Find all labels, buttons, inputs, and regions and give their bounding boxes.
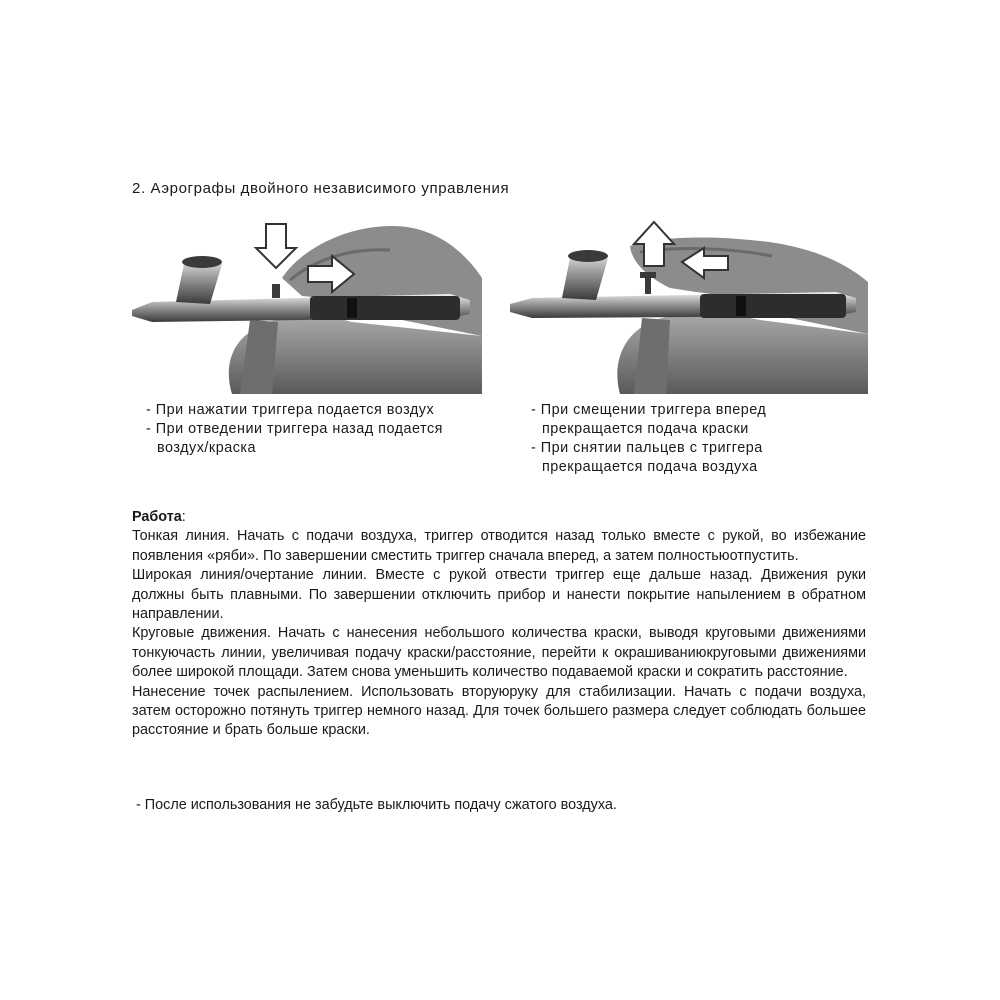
- work-label-line: [132, 508, 866, 527]
- caption-item: - При смещении триггера вперед прекращается подача краски: [531, 402, 767, 437]
- after-use-note: - После использования не забудьте выключить подачу сжатого воздуха.: [136, 797, 617, 813]
- paragraph-circular: Круговые движения. Начать с нанесения небольшого количества краски, выводя круговыми движениями тонкуючасть линии, увеличивая подачу краски/расстояние, перейти к окрашиваниюкруговыми движениями более широкой площади. Затем снова уменьшить количество подаваемой краски и сократить расстояние.: [132, 625, 866, 681]
- work-label: Работа: [132, 509, 182, 525]
- caption-item: - При снятии пальцев с триггера прекращается подача воздуха: [531, 440, 763, 475]
- work-instructions: [132, 508, 866, 741]
- airbrush-grip: [700, 294, 846, 318]
- paragraph-dots: Нанесение точек распылением. Использовать вторуюруку для стабилизации. Начать с подачи воздуха, затем осторожно потянуть триггер немного назад. Для точек большего размера следует соблюдать большее расстояние и брать больше краски.: [132, 683, 866, 739]
- paragraph-wide-line: Широкая линия/очертание линии. Вместе с рукой отвести триггер еще дальше назад. Движения руки должны быть плавными. По завершении отключить прибор и нанести покрытие напылением в обратном направлении.: [132, 567, 866, 623]
- caption-item: - При нажатии триггера подается воздух: [146, 402, 435, 418]
- trigger: [272, 284, 280, 298]
- airbrush-grip: [310, 296, 460, 320]
- section-heading: 2. Аэрографы двойного независимого управления: [132, 180, 510, 197]
- caption-left: [146, 401, 496, 458]
- caption-right: [531, 401, 851, 477]
- arrow-down-icon: [256, 224, 296, 268]
- airbrush-photo-release: [510, 218, 868, 394]
- caption-item: - При отведении триггера назад подается воздух/краска: [146, 421, 443, 456]
- work-label-suffix: :: [181, 509, 186, 525]
- paragraph-thin-line: Тонкая линия. Начать с подачи воздуха, триггер отводится назад только вместе с рукой, во избежание появления «ряби». По завершении сместить триггер сначала вперед, а затем полностьюотпустить.: [132, 528, 866, 564]
- airbrush-photo-press: [132, 218, 482, 394]
